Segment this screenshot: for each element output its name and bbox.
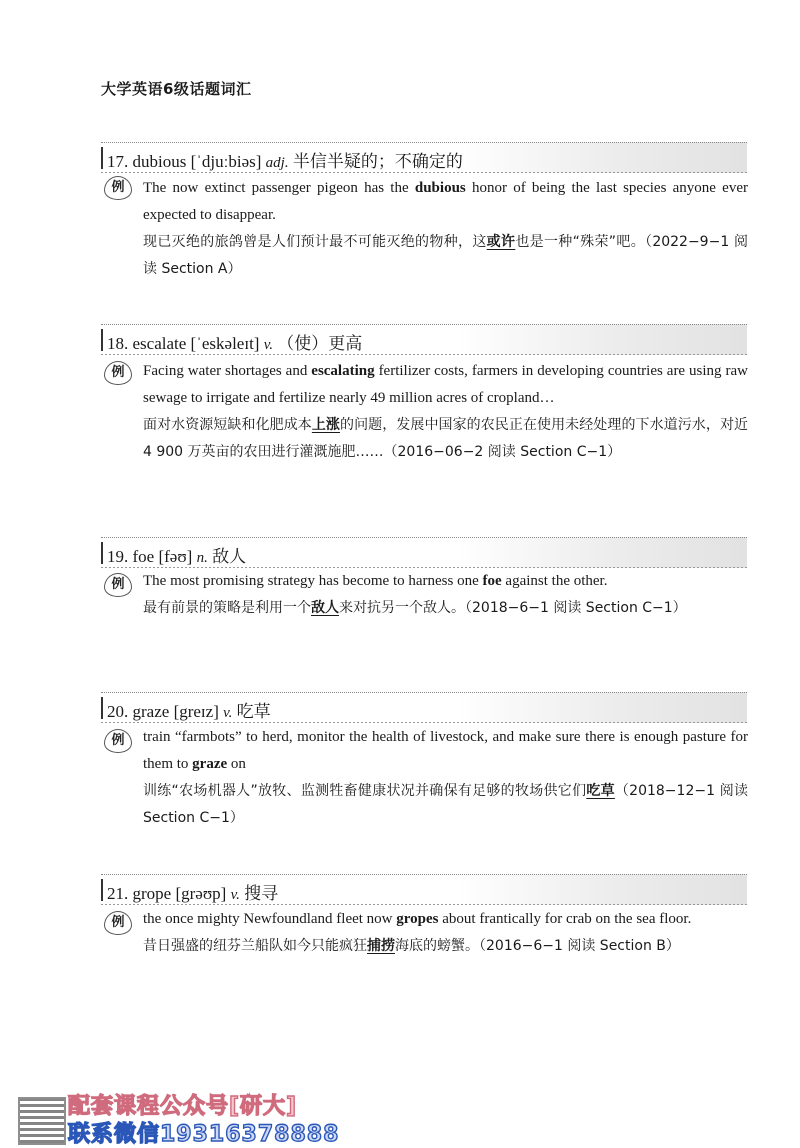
keyword-cn: 上涨 xyxy=(311,417,341,433)
example-english: Facing water shortages and escalating fertilizer costs, farmers in developing countries are using raw sewage to irrigate and fertilize nearly 49 million acres of cropland… xyxy=(143,363,748,406)
keyword-en: gropes xyxy=(396,911,439,927)
entry-word: escalate xyxy=(132,334,187,353)
entry-18-term xyxy=(107,329,362,354)
example-chinese: 最有前景的策略是利用一个敌人来对抗另一个敌人。（2018−6−1 阅读 Section C−1） xyxy=(143,600,687,616)
example-english: The now extinct passenger pigeon has the dubious honor of being the last species anyone ever expected to disappear. xyxy=(143,180,748,223)
keyword-cn: 捕捞 xyxy=(367,938,395,954)
watermark-footer xyxy=(0,1087,340,1147)
entry-ipa: [grəʊp] xyxy=(175,884,227,903)
example-badge: 例 xyxy=(104,573,132,597)
entry-number: 18. xyxy=(107,334,129,353)
entry-18-term-bar xyxy=(101,324,747,355)
keyword-en: escalating xyxy=(311,363,375,379)
entry-ipa: [greɪz] xyxy=(173,702,219,721)
entry-word: foe xyxy=(132,547,155,566)
entry-number: 19. xyxy=(107,547,129,566)
entry-number: 20. xyxy=(107,702,129,721)
entry-number: 17. xyxy=(107,152,129,171)
example-chinese: 现已灭绝的旅鸽曾是人们预计最不可能灭绝的物种，这或许也是一种“殊荣”吧。（2022−9−1 阅读 Section A） xyxy=(143,234,749,277)
entry-ipa: [ˈdjuːbiəs] xyxy=(190,152,262,171)
keyword-en: graze xyxy=(192,756,228,772)
qr-code-icon xyxy=(18,1097,66,1145)
keyword-en: foe xyxy=(482,573,502,589)
entry-20-term xyxy=(107,697,271,722)
entry-17-term-bar xyxy=(101,142,747,173)
example-badge: 例 xyxy=(104,176,132,200)
entry-20-example xyxy=(143,724,748,832)
entry-21-term-bar xyxy=(101,874,747,905)
entry-19-term xyxy=(107,542,246,567)
entry-21-example xyxy=(143,906,748,960)
example-badge: 例 xyxy=(104,361,132,385)
example-english: The most promising strategy has become to harness one foe against the other. xyxy=(143,573,608,589)
entry-pos: adj. xyxy=(265,155,289,171)
entry-pos: v. xyxy=(230,887,240,903)
example-chinese: 昔日强盛的纽芬兰船队如今只能疯狂捕捞海底的螃蟹。（2016−6−1 阅读 Section B） xyxy=(143,938,680,954)
entry-number: 21. xyxy=(107,884,129,903)
entry-17-term xyxy=(107,147,463,172)
entry-19-example xyxy=(143,568,748,622)
example-english: train “farmbots” to herd, monitor the health of livestock, and make sure there is enough pasture for them to graze on xyxy=(143,729,748,772)
example-chinese: 训练“农场机器人”放牧、监测牲畜健康状况并确保有足够的牧场供它们吃草（2018−12−1 阅读 Section C−1） xyxy=(143,783,748,826)
entry-pos: n. xyxy=(196,550,208,566)
entry-17-example xyxy=(143,175,748,283)
entry-ipa: [fəʊ] xyxy=(158,547,193,566)
keyword-cn: 敌人 xyxy=(311,600,339,616)
entry-meaning: 吃草 xyxy=(236,702,271,722)
entry-word: dubious xyxy=(132,152,187,171)
entry-pos: v. xyxy=(223,705,233,721)
entry-meaning: 敌人 xyxy=(212,547,247,567)
entry-meaning: （使）更高 xyxy=(277,334,363,354)
entry-20-term-bar xyxy=(101,692,747,723)
keyword-cn: 吃草 xyxy=(586,783,615,799)
watermark-line-1: 配套课程公众号[研大] xyxy=(68,1094,298,1119)
example-badge: 例 xyxy=(104,729,132,753)
entry-21-term xyxy=(107,879,278,904)
entry-word: graze xyxy=(132,702,170,721)
entry-19-term-bar xyxy=(101,537,747,568)
entry-ipa: [ˈeskəleɪt] xyxy=(190,334,260,353)
entry-meaning: 搜寻 xyxy=(244,884,279,904)
entry-word: grope xyxy=(132,884,172,903)
keyword-cn: 或许 xyxy=(486,234,516,250)
page-header-title: 大学英语6级话题词汇 xyxy=(101,80,252,98)
watermark-line-2: 联系微信19316378888 xyxy=(68,1122,340,1147)
keyword-en: dubious xyxy=(414,180,466,196)
example-chinese: 面对水资源短缺和化肥成本上涨的问题，发展中国家的农民正在使用未经处理的下水道污水，对近 4 900 万英亩的农田进行灌溉施肥……（2016−06−2 阅读 Section C−1） xyxy=(143,417,749,460)
entry-18-example xyxy=(143,358,748,466)
entry-meaning: 半信半疑的；不确定的 xyxy=(292,152,463,172)
entry-pos: v. xyxy=(263,337,273,353)
example-badge: 例 xyxy=(104,911,132,935)
example-english: the once mighty Newfoundland fleet now gropes about frantically for crab on the sea floor. xyxy=(143,911,692,927)
